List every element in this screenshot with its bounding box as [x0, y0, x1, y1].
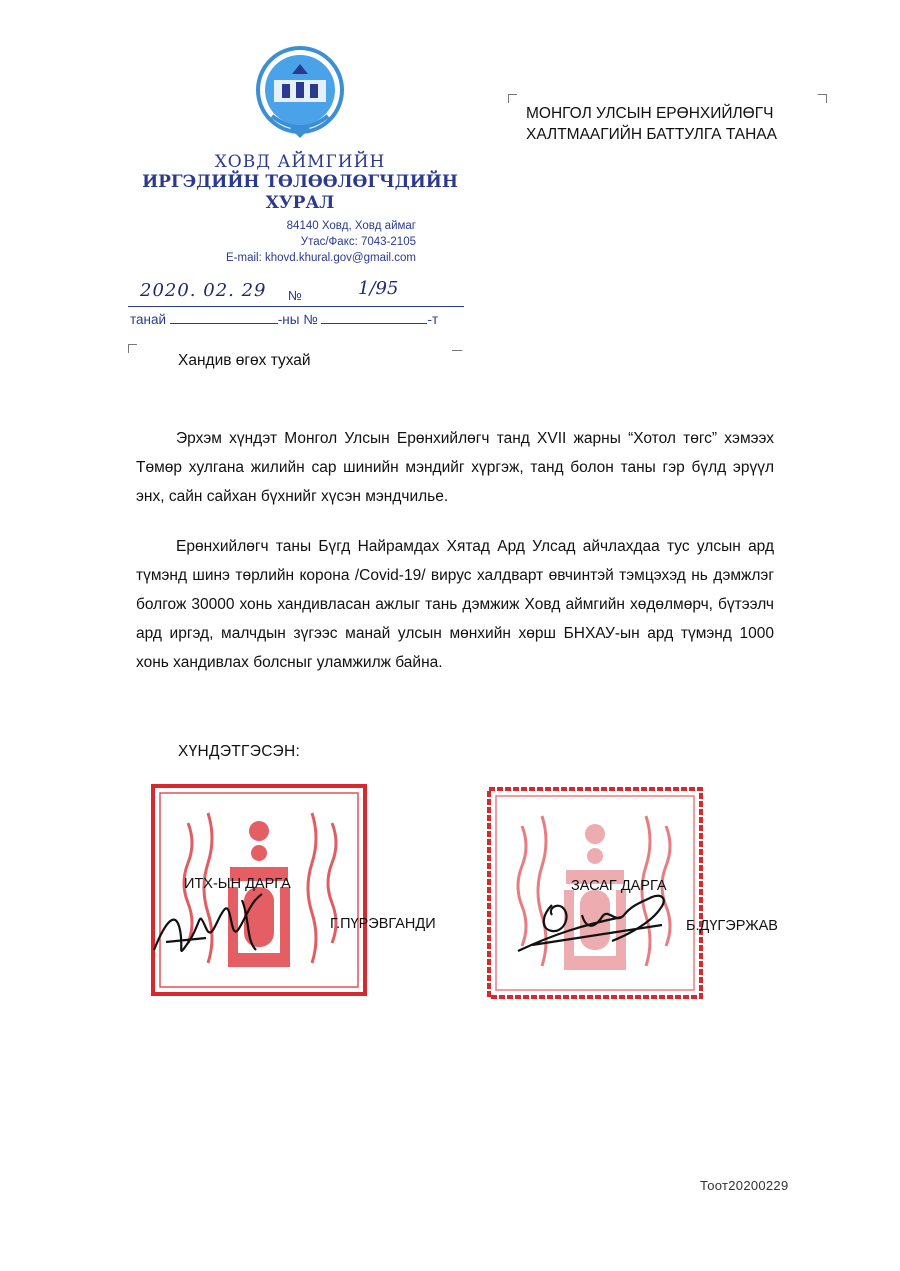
- corner-mark: [818, 94, 827, 103]
- corner-mark: [452, 350, 462, 359]
- org-line-3: ХУРАЛ: [265, 193, 335, 213]
- state-emblem-icon: [252, 46, 348, 142]
- your-end-label: -т: [427, 312, 439, 327]
- closing: ХҮНДЭТГЭСЭН:: [178, 743, 301, 760]
- signature-right: [512, 885, 682, 965]
- signature-left: [146, 880, 286, 970]
- body-paragraph-2: Ерөнхийлөгч таны Бүгд Найрамдах Хятад Ард Улсад айчлахдаа тус улсын ард түмэнд шинэ төрлийн корона /Covid-19/ вирус халдварт өвчинтэй тэмцэхэд нь дэмжлэг болгож 30000 хонь хандивласан ажлыг тань дэмжиж Ховд аймгийн хөдөлмөрч, бүтээлч ард иргэд, малчдын зүгээс манай улсын мөнхийн хөрш БНХАУ-ын ард түмэнд 1000 хонь хандивлах болсныг уламжилж байна.: [136, 538, 774, 671]
- your-mid-label: -ны №: [277, 312, 318, 327]
- signatory-title-1: ИТХ-ЫН ДАРГА: [184, 876, 291, 892]
- body-paragraph-1: Эрхэм хүндэт Монгол Улсын Ерөнхийлөгч танд XVII жарны “Хотол төгс” хэмээх Төмөр хулгана жилийн сар шинийн мэндийг хүргэж, танд болон таны гэр бүлд эрүүл энх, сайн сайхан бүхнийг хүсэн мэндчилье.: [136, 430, 774, 505]
- your-label: танай: [130, 312, 167, 327]
- addressee-line-2: ХАЛТМААГИЙН БАТТУЛГА ТАНАА: [526, 126, 777, 143]
- signatory-name-1: Г.ПҮРЭВГАНДИ: [330, 916, 436, 932]
- your-reference-line: [130, 312, 466, 327]
- contact-block: [176, 218, 416, 266]
- email: E-mail: khovd.khural.gov@gmail.com: [226, 252, 416, 264]
- org-line-1: ХОВД АЙМГИЙН: [214, 152, 386, 172]
- phone: Утас/Факс: 7043-2105: [300, 236, 416, 248]
- reference-number: 1/95: [358, 278, 399, 299]
- footer-code: Тоот20200229: [700, 1178, 789, 1193]
- org-line-2: ИРГЭДИЙН ТӨЛӨӨЛӨГЧДИЙН: [142, 172, 458, 192]
- signatory-name-2: Б.ДҮГЭРЖАВ: [686, 918, 778, 934]
- address: 84140 Ховд, Ховд аймаг: [286, 220, 416, 232]
- reference-date: 2020. 02. 29: [140, 280, 267, 301]
- subject: Хандив өгөх тухай: [178, 352, 311, 369]
- corner-mark: [128, 344, 137, 353]
- blank-line: [321, 323, 427, 324]
- addressee: [526, 103, 826, 145]
- reference-number-label: №: [288, 288, 302, 303]
- addressee-line-1: МОНГОЛ УЛСЫН ЕРӨНХИЙЛӨГЧ: [526, 105, 774, 122]
- organization-name: [130, 152, 470, 213]
- signatory-title-2: ЗАСАГ ДАРГА: [571, 878, 667, 894]
- corner-mark: [508, 94, 517, 103]
- blank-line: [170, 323, 278, 324]
